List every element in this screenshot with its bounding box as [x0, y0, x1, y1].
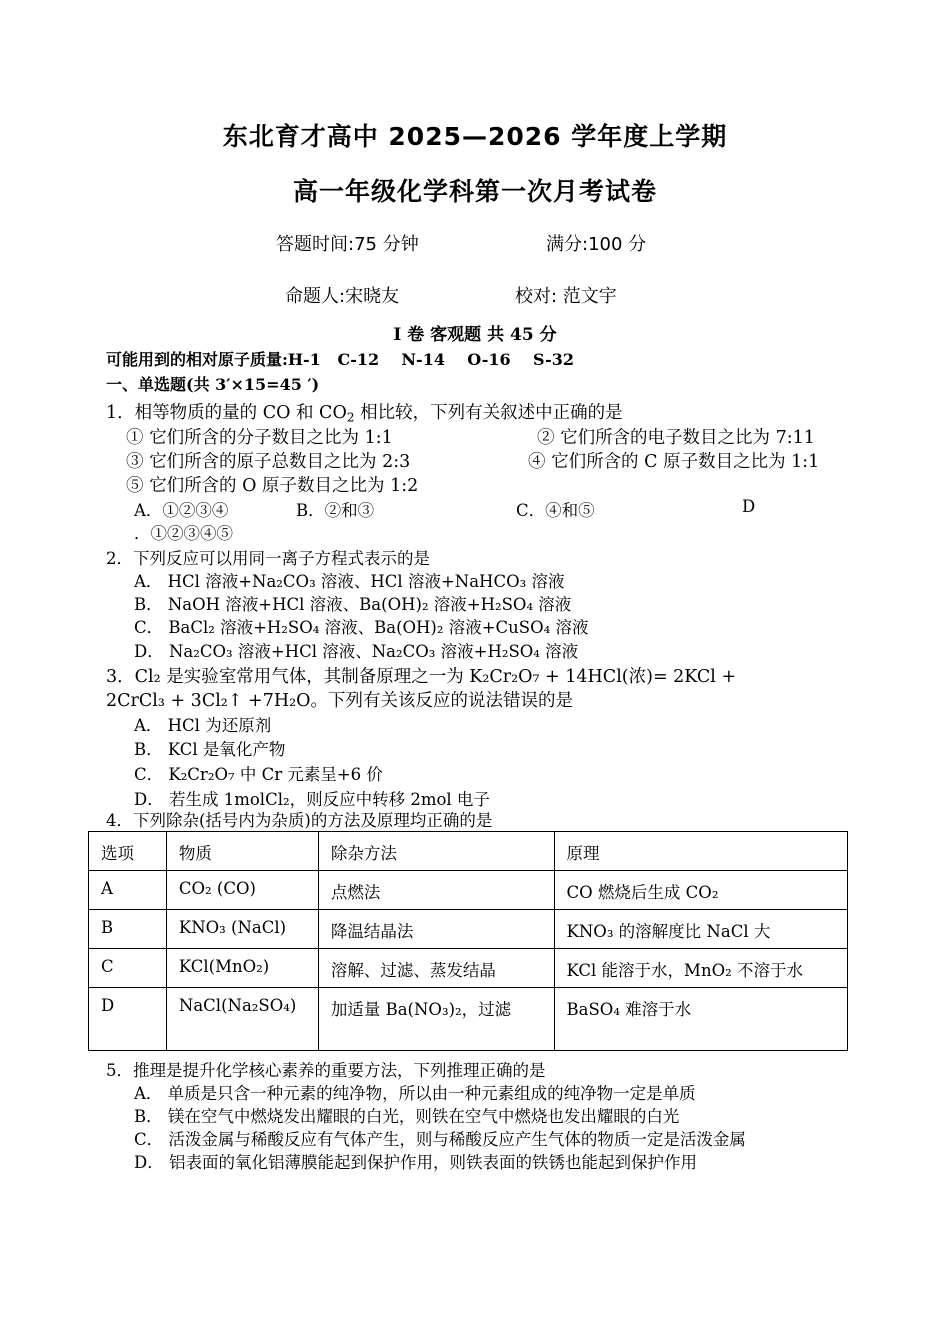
- table-cell: KNO₃ 的溶解度比 NaCl 大: [554, 910, 847, 949]
- q2-option-a: A． HCl 溶液+Na₂CO₃ 溶液、HCl 溶液+NaHCO₃ 溶液: [134, 572, 565, 591]
- q1-option-a: A．①②③④: [134, 501, 229, 520]
- q4-table: [88, 831, 848, 1051]
- q1-statement-1: ① 它们所含的分子数目之比为 1:1: [126, 428, 393, 448]
- table-cell: A: [89, 871, 167, 910]
- table-header-row: [89, 832, 848, 871]
- q1-statement-4: ④ 它们所含的 C 原子数目之比为 1:1: [528, 452, 820, 472]
- q5-option-d: D． 铝表面的氧化铝薄膜能起到保护作用，则铁表面的铁锈也能起到保护作用: [134, 1153, 697, 1172]
- q3-option-d: D． 若生成 1molCl₂，则反应中转移 2mol 电子: [134, 790, 490, 809]
- table-header-cell: 选项: [89, 832, 167, 871]
- table-header-cell: 原理: [554, 832, 847, 871]
- table-cell: 溶解、过滤、蒸发结晶: [318, 949, 554, 988]
- table-cell: CO 燃烧后生成 CO₂: [554, 871, 847, 910]
- section-title: I 卷 客观题 共 45 分: [393, 325, 557, 345]
- q2-option-d: D． Na₂CO₃ 溶液+HCl 溶液、Na₂CO₃ 溶液+H₂SO₄ 溶液: [134, 642, 579, 661]
- q2-stem: 2．下列反应可以用同一离子方程式表示的是: [106, 549, 430, 568]
- table-cell: D: [89, 988, 167, 1051]
- q3-option-b: B． KCl 是氧化产物: [134, 740, 286, 759]
- exam-title: 东北育才高中 2025—2026 学年度上学期: [222, 122, 728, 151]
- table-header-cell: 物质: [166, 832, 318, 871]
- author-label: 命题人:宋晓友: [285, 286, 400, 307]
- q5-option-b: B． 镁在空气中燃烧发出耀眼的白光，则铁在空气中燃烧也发出耀眼的白光: [134, 1107, 680, 1126]
- q1-statement-3: ③ 它们所含的原子总数目之比为 2:3: [126, 452, 411, 472]
- score-label: 满分:100 分: [546, 234, 647, 255]
- q5-option-a: A． 单质是只含一种元素的纯净物，所以由一种元素组成的纯净物一定是单质: [134, 1084, 696, 1103]
- table-cell: KNO₃ (NaCl): [166, 910, 318, 949]
- table-row: [89, 988, 848, 1051]
- table-cell: 加适量 Ba(NO₃)₂，过滤: [318, 988, 554, 1051]
- q2-option-b: B． NaOH 溶液+HCl 溶液、Ba(OH)₂ 溶液+H₂SO₄ 溶液: [134, 595, 572, 614]
- proof-label: 校对: 范文宇: [515, 286, 617, 307]
- time-label: 答题时间:75 分钟: [276, 234, 419, 255]
- table-cell: C: [89, 949, 167, 988]
- q5-option-c: C． 活泼金属与稀酸反应有气体产生，则与稀酸反应产生气体的物质一定是活泼金属: [134, 1130, 746, 1149]
- exam-subtitle: 高一年级化学科第一次月考试卷: [292, 177, 657, 206]
- table-cell: B: [89, 910, 167, 949]
- table-cell: BaSO₄ 难溶于水: [554, 988, 847, 1051]
- table-row: [89, 910, 848, 949]
- table-cell: NaCl(Na₂SO₄): [166, 988, 318, 1051]
- table-cell: 降温结晶法: [318, 910, 554, 949]
- part-heading: 一、单选题(共 3′×15=45 ′): [106, 375, 320, 394]
- q3-option-a: A． HCl 为还原剂: [134, 716, 272, 735]
- table-header-cell: 除杂方法: [318, 832, 554, 871]
- table-cell: CO₂ (CO): [166, 871, 318, 910]
- table-cell: 点燃法: [318, 871, 554, 910]
- atomic-masses: 可能用到的相对原子质量:H-1 C-12 N-14 O-16 S-32: [106, 350, 575, 369]
- table-row: [89, 949, 848, 988]
- q4-stem: 4．下列除杂(括号内为杂质)的方法及原理均正确的是: [106, 811, 493, 830]
- q3-stem-line2: 2CrCl₃ + 3Cl₂↑ +7H₂O。下列有关该反应的说法错误的是: [106, 691, 573, 711]
- q1-option-d-letter: D: [742, 497, 756, 516]
- q3-stem-line1: 3．Cl₂ 是实验室常用气体，其制备原理之一为 K₂Cr₂O₇ + 14HCl(浓)= 2KCl +: [106, 667, 737, 687]
- q3-option-c: C． K₂Cr₂O₇ 中 Cr 元素呈+6 价: [134, 765, 383, 784]
- table-row: [89, 871, 848, 910]
- q5-stem: 5．推理是提升化学核心素养的重要方法，下列推理正确的是: [106, 1061, 546, 1080]
- q1-statement-5: ⑤ 它们所含的 O 原子数目之比为 1:2: [126, 476, 419, 496]
- q1-stem: 1．相等物质的量的 CO 和 $CO_2$ 相比较，下列有关叙述中正确的是: [106, 403, 623, 425]
- table-cell: KCl(MnO₂): [166, 949, 318, 988]
- q1-statement-2: ② 它们所含的电子数目之比为 7:11: [537, 428, 815, 448]
- table-cell: KCl 能溶于水，MnO₂ 不溶于水: [554, 949, 847, 988]
- q1-option-c: C．④和⑤: [516, 501, 595, 520]
- q1-option-d: ．①②③④⑤: [134, 524, 233, 543]
- q1-option-b: B．②和③: [296, 501, 375, 520]
- q2-option-c: C． BaCl₂ 溶液+H₂SO₄ 溶液、Ba(OH)₂ 溶液+CuSO₄ 溶液: [134, 618, 589, 637]
